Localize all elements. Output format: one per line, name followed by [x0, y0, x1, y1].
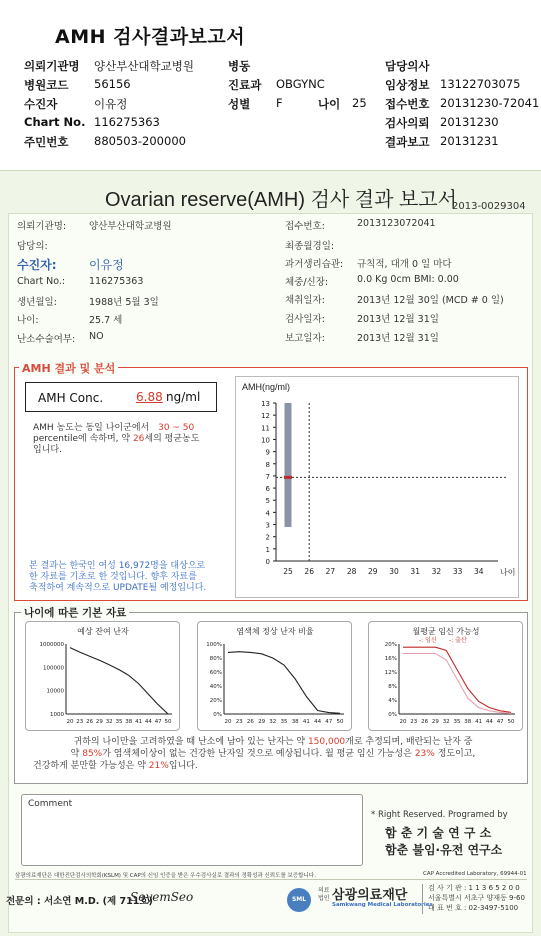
field-label: 접수번호:	[285, 221, 325, 232]
summary-text: 건강하게 분만할 가능성은 약	[33, 761, 146, 771]
field-value: 116275363	[89, 276, 144, 287]
header-label: 진료과	[228, 78, 262, 92]
panel-x-tick: 29	[431, 719, 439, 725]
panel-x-tick: 50	[164, 719, 172, 725]
org-prefix-1: 의료	[318, 887, 330, 894]
y-tick-label: 0	[265, 558, 270, 566]
x-tick-label: 26	[304, 567, 314, 576]
field-value: 0.0 Kg 0cm BMI: 0.00	[357, 274, 459, 285]
panel-y-tick: 40%	[209, 684, 222, 690]
field-label: 채취일자:	[285, 295, 325, 306]
x-tick-label: 34	[474, 567, 484, 576]
field-value: 2013년 12월 31일	[357, 333, 439, 344]
panel-x-tick: 20	[399, 719, 407, 725]
org-name: 삼광의료재단	[332, 888, 408, 903]
header-value: 20131230	[440, 115, 499, 129]
panel-x-tick: 29	[95, 719, 103, 725]
panel-x-tick: 23	[235, 719, 243, 725]
field-label: 최종월경일:	[285, 241, 335, 252]
panel-title: 예상 잔여 난자	[77, 627, 129, 636]
amh-marker	[284, 476, 292, 479]
institute-name: 함 춘 기 술 연 구 소	[385, 826, 492, 840]
y-tick-label: 6	[265, 485, 270, 494]
amh-conc-box	[25, 382, 217, 412]
normal-oocytes-panel	[197, 621, 352, 731]
field-label: 나이:	[17, 315, 39, 326]
x-tick-label: 29	[368, 567, 378, 576]
panel-y-tick: 0%	[213, 712, 222, 718]
amh-desc-text: AMH 농도는 동일 나이군에서	[33, 423, 150, 433]
panel-y-tick: 16%	[384, 656, 397, 662]
header-label: 담당의사	[385, 59, 430, 73]
panel-x-tick: 32	[442, 719, 450, 725]
field-label: 난소수술여부:	[17, 334, 76, 345]
field-label: 보고일자:	[285, 333, 325, 344]
panel-x-tick: 47	[154, 719, 162, 725]
panel-x-tick: 29	[258, 719, 266, 725]
header-label: 성별	[228, 97, 251, 111]
org-prefix	[318, 887, 330, 903]
panel-y-tick: 20%	[209, 698, 222, 704]
doctor-signature: SoyemSeo	[130, 890, 194, 904]
org-info	[428, 883, 525, 913]
summary-text: 입니다.	[168, 761, 198, 771]
footer-divider	[422, 884, 423, 914]
panel-x-tick: 44	[485, 719, 493, 725]
summary-text: 개로 추정되며, 배란되는 난자 중	[345, 737, 473, 747]
amh-conc-label: AMH Conc.	[38, 391, 104, 405]
header-value: 13122703075	[440, 77, 521, 91]
field-label: 의뢰기관명:	[17, 221, 67, 232]
report-number: 2013-0029304	[452, 201, 526, 212]
birth-rate-value: 21%	[148, 761, 169, 771]
panel-x-tick: 35	[453, 719, 461, 725]
amh-note-line: 축적하여 계속적으로 UPDATE될 예정입니다.	[29, 583, 207, 593]
header-value: OBGYNC	[276, 77, 325, 91]
panel-x-tick: 38	[125, 719, 133, 725]
header-label: 접수번호	[385, 97, 430, 111]
x-tick-label: 30	[389, 567, 399, 576]
comment-box[interactable]	[21, 794, 363, 866]
normal-oocytes-chart	[198, 622, 353, 732]
panel-x-tick: 32	[105, 719, 113, 725]
x-tick-label: 27	[325, 567, 336, 576]
y-tick-label: 10	[261, 436, 270, 445]
field-value: 양산부산대학교병원	[89, 221, 172, 232]
rights-line: * Right Reserved. Programed by	[371, 810, 508, 820]
panel-x-tick: 47	[325, 719, 333, 725]
header-value: 20131231	[440, 134, 499, 148]
remaining-oocytes-value: 150,000	[307, 737, 346, 747]
amh-range-bar	[285, 403, 292, 527]
y-tick-label: 5	[265, 497, 270, 506]
panel-x-tick: 50	[507, 719, 515, 725]
remaining-oocytes-chart	[26, 622, 181, 732]
header-value: 116275363	[94, 115, 160, 129]
panel-y-tick: 100%	[206, 642, 222, 648]
amh-chart-frame	[235, 376, 519, 598]
panel-y-tick: 100000	[43, 665, 64, 672]
series-line-출산	[403, 654, 511, 714]
pregnancy-rate-panel	[368, 621, 523, 731]
panel-y-tick: 10000	[46, 688, 64, 695]
y-tick-label: 12	[261, 412, 270, 421]
pregnancy-rate-chart	[369, 622, 524, 732]
org-info-line: 서울특별시 서초구 양재동 9-60	[428, 894, 525, 902]
field-value: 2013123072041	[357, 218, 436, 229]
institute-name-2: 함춘 불임·유전 연구소	[385, 843, 503, 857]
header-label: 결과보고	[385, 135, 430, 149]
panel-y-tick: 4%	[388, 698, 397, 704]
panel-y-tick: 8%	[388, 684, 397, 690]
panel-title: 월평균 임신 가능성	[412, 627, 480, 636]
header-label: 임상정보	[385, 78, 430, 92]
org-info-line: 검 사 기 관 : 1 1 3 6 5 2 0 0	[428, 884, 520, 892]
summary-text: 정도이고,	[437, 749, 476, 759]
panel-x-tick: 35	[115, 719, 123, 725]
cap-accreditation: CAP Accredited Laboratory, 69944-01	[423, 871, 527, 877]
amh-note-line: 본 결과는 한국인 여성 16,972명을 대상으로	[29, 561, 206, 571]
field-label: 체중/신장:	[285, 277, 329, 288]
divider	[15, 879, 527, 880]
field-label: 과거생리습관:	[285, 259, 344, 270]
header-value: 56156	[94, 77, 131, 91]
panel-x-tick: 26	[86, 719, 94, 725]
amh-by-age-chart	[236, 377, 520, 599]
field-label: 검사일자:	[285, 314, 325, 325]
field-value: NO	[89, 331, 104, 342]
panel-x-tick: 41	[302, 719, 310, 725]
basic-section-title: 나이에 따른 기본 자료	[21, 605, 129, 620]
panel-x-tick: 35	[280, 719, 288, 725]
panel-y-tick: 80%	[209, 656, 222, 662]
panel-x-tick: 44	[314, 719, 322, 725]
org-prefix-2: 법인	[318, 895, 330, 902]
sml-logo-icon: SML	[287, 888, 311, 912]
panel-y-tick: 1000	[50, 712, 64, 718]
header-value: 이유정	[94, 97, 128, 111]
header-label: 의뢰기관명	[24, 59, 80, 73]
legend-birth: -: 출산	[449, 637, 467, 644]
field-value: 2013년 12월 31일	[357, 314, 439, 325]
amh-percentile: 30 ~ 50	[158, 423, 195, 433]
panel-x-tick: 23	[410, 719, 418, 725]
y-tick-label: 4	[265, 509, 270, 518]
header-value: F	[276, 96, 283, 110]
org-info-line: 대 표 번 호 : 02-3497-5100	[428, 904, 519, 912]
panel-x-tick: 26	[246, 719, 254, 725]
panel-x-tick: 26	[421, 719, 429, 725]
y-tick-label: 7	[265, 472, 270, 481]
amh-note-line: 한 자료를 기초로 한 것입니다. 향후 자료를	[29, 572, 197, 582]
legend-pregnancy: -: 임신	[419, 637, 437, 644]
y-tick-label: 11	[261, 424, 270, 433]
series-line	[228, 652, 340, 714]
header-label: 주민번호	[24, 135, 69, 149]
patient-name: 이유정	[89, 258, 124, 272]
header-value: 양산부산대학교병원	[94, 59, 194, 73]
series-line	[70, 648, 168, 714]
age-value: 25	[352, 96, 367, 110]
report-title: Ovarian reserve(AMH) 검사 결과 보고서	[105, 189, 457, 211]
field-label: 담당의:	[17, 241, 48, 252]
comment-label: Comment	[28, 799, 73, 809]
field-value: 25.7 세	[89, 315, 123, 326]
remaining-oocytes-panel	[25, 621, 180, 731]
amh-description	[33, 423, 233, 456]
y-tick-label: 9	[265, 448, 270, 457]
normal-oocytes-value: 85%	[82, 749, 103, 759]
panel-x-tick: 44	[144, 719, 152, 725]
panel-y-tick: 1000000	[39, 642, 64, 648]
x-tick-label: 28	[346, 567, 357, 576]
y-tick-label: 8	[265, 460, 270, 469]
page-title: AMH 검사결과보고서	[55, 26, 246, 48]
header-label: 검사의뢰	[385, 116, 430, 130]
field-value: 2013년 12월 30일 (MCD # 0 일)	[357, 295, 504, 306]
x-axis-label: 나이	[500, 568, 516, 577]
amh-section-title: AMH 결과 및 분석	[19, 360, 118, 376]
field-label: 생년월일:	[17, 297, 57, 308]
report-sheet	[0, 170, 541, 936]
panel-x-tick: 47	[496, 719, 504, 725]
panel-y-tick: 60%	[209, 670, 222, 676]
amh-desc-text: 세의 평균농도	[144, 434, 200, 444]
panel-title: 염색체 정상 난자 비율	[236, 627, 314, 636]
amh-note	[29, 561, 235, 594]
header-value: 880503-200000	[94, 134, 186, 148]
org-name-en: Samkwang Medical Laboratories	[332, 902, 433, 908]
x-tick-label: 31	[410, 567, 420, 576]
doctor-name: 전문의 : 서소연 M.D. (제 711호)	[6, 896, 153, 907]
panel-x-tick: 20	[224, 719, 232, 725]
summary-text: 약	[70, 749, 80, 759]
panel-x-tick: 41	[135, 719, 143, 725]
age-label: 나이	[318, 97, 341, 111]
panel-y-tick: 20%	[384, 642, 397, 648]
panel-y-tick: 12%	[384, 670, 397, 676]
amh-desc-text: percentile에 속하며, 약	[33, 434, 131, 444]
x-tick-label: 33	[452, 567, 463, 576]
y-tick-label: 1	[265, 545, 270, 554]
header-value: 20131230-72041	[440, 96, 540, 110]
summary-text: 가 염색체이상이 없는 건강한 난자일 것으로 예상됩니다. 월 평균 임신 가능성은	[102, 749, 412, 759]
amh-result-section	[14, 367, 528, 601]
panel-x-tick: 20	[66, 719, 74, 725]
y-axis-label: AMH(ng/ml)	[242, 382, 291, 392]
field-label: Chart No.:	[17, 276, 66, 287]
panel-x-tick: 38	[464, 719, 472, 725]
header-label: Chart No.	[24, 115, 86, 129]
panel-x-tick: 41	[475, 719, 483, 725]
field-value: 1988년 5월 3일	[89, 297, 159, 308]
header-label: 병동	[228, 59, 251, 73]
x-tick-label: 25	[283, 567, 293, 576]
panel-y-tick: 0%	[388, 712, 397, 718]
patient-label: 수진자:	[17, 258, 57, 272]
basic-summary	[25, 736, 521, 772]
report-body	[8, 213, 533, 933]
panel-x-tick: 23	[76, 719, 84, 725]
header-label: 수진자	[24, 97, 58, 111]
y-tick-label: 3	[265, 521, 270, 530]
amh-conc-value: 6.88	[136, 390, 163, 404]
panel-x-tick: 38	[291, 719, 299, 725]
basic-data-section	[14, 612, 528, 784]
pregnancy-rate-value: 23%	[414, 749, 435, 759]
y-tick-label: 13	[261, 400, 270, 408]
header-label: 병원코드	[24, 78, 69, 92]
field-value: 규칙적, 대개 0 일 마다	[357, 259, 452, 270]
amh-conc-unit: ng/ml	[166, 390, 201, 404]
x-tick-label: 32	[431, 567, 442, 576]
amh-desc-text: 입니다.	[33, 445, 62, 455]
amh-equiv-age: 26	[132, 434, 145, 444]
panel-x-tick: 50	[336, 719, 344, 725]
accreditation-text: 삼광의료재단은 대한진단검사의학회(KSLM) 및 CAP의 신임 인증을 받은 우수검사실로 결과의 정확성과 신뢰도를 보증합니다.	[15, 873, 316, 879]
summary-text: 귀하의 나이만을 고려하였을 때 난소에 남아 있는 난자는 약	[73, 737, 306, 747]
panel-x-tick: 32	[269, 719, 277, 725]
y-tick-label: 2	[265, 533, 270, 542]
